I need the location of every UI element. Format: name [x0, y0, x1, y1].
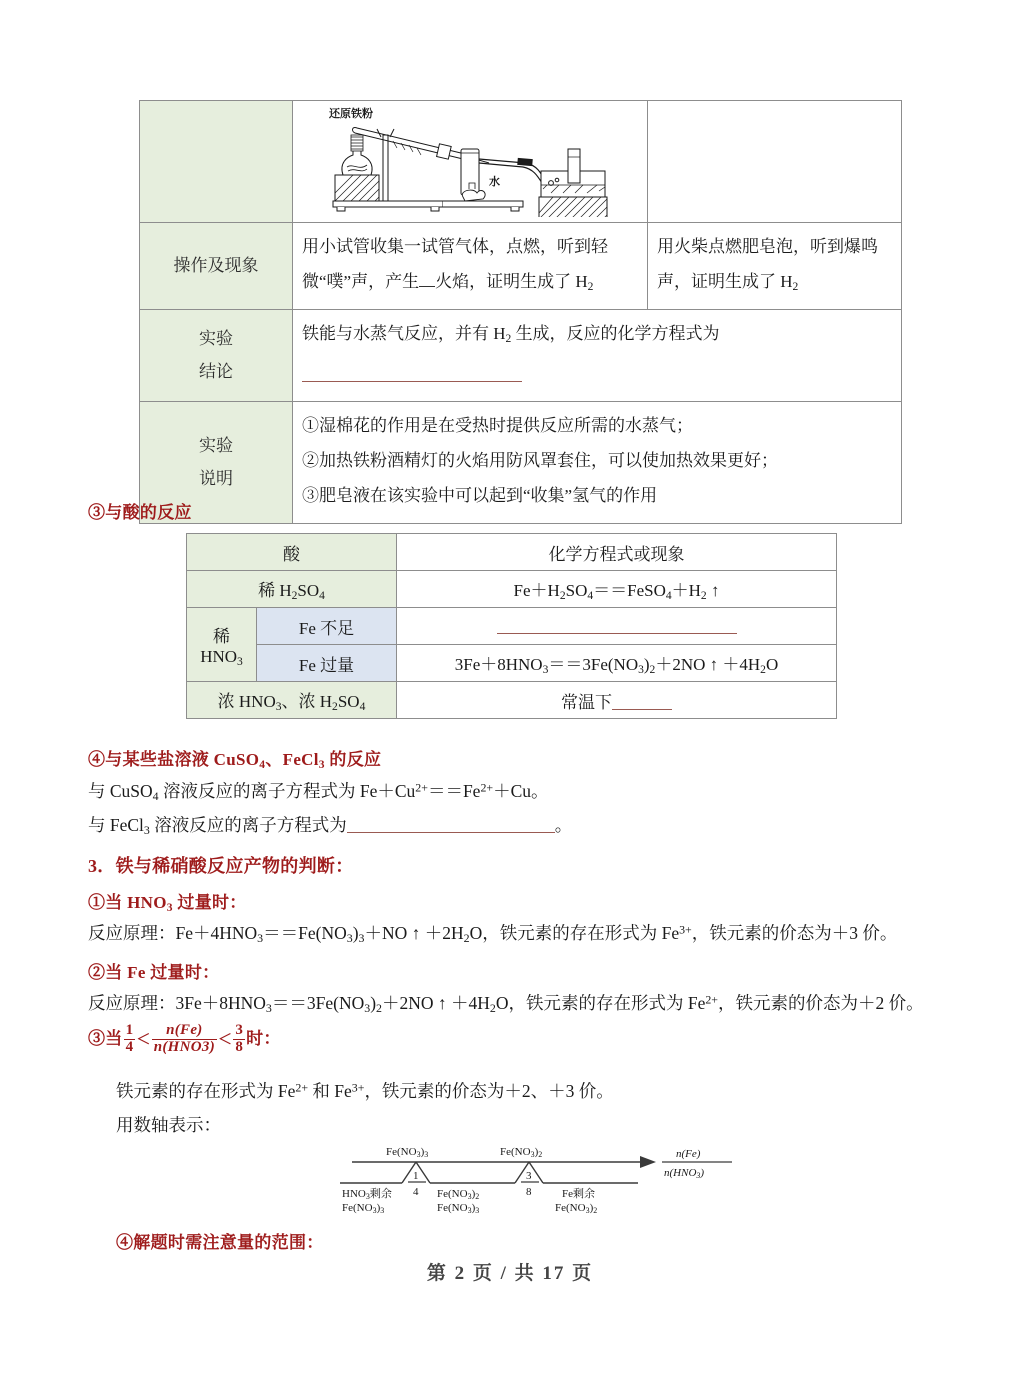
- table-row-operation: [140, 223, 902, 310]
- acid-header-right: 化学方程式或现象: [397, 534, 837, 571]
- acid-name-concentrated: 浓 $HNO_3$、浓 $H_2SO_4$: [187, 682, 397, 719]
- acid-row-dilute-sulfuric: [187, 571, 837, 608]
- hno3-label-line1: 稀: [213, 626, 230, 646]
- acid-name-dilute-hno3: [187, 608, 257, 682]
- experiment-table: [139, 100, 902, 524]
- notes-content: [293, 402, 902, 524]
- numberline-tick1-denominator: 4: [413, 1186, 419, 1198]
- operation-col1-line2: 微“噗”声，产生 火焰，证明生成了 $H_2$: [302, 271, 594, 293]
- operation-col2: [648, 223, 902, 310]
- apparatus-empty-cell: [648, 101, 902, 223]
- table-row-notes: [140, 402, 902, 524]
- operation-col1: [293, 223, 648, 310]
- numberline-tick2-numerator: 3: [526, 1170, 532, 1182]
- condition-fe-insufficient: Fe 不足: [257, 608, 397, 645]
- operation-col2-line2: 声，证明生成了 $H_2$: [657, 271, 799, 293]
- conclusion-label-line1: 实验: [199, 329, 233, 349]
- acid-row-fe-excess: [187, 645, 837, 682]
- fill-blank-flame[interactable]: [419, 286, 435, 287]
- operation-col1-line1: 用小试管收集一试管气体，点燃，听到轻: [302, 237, 608, 256]
- acid-name-dilute-h2so4: 稀 $H_2SO_4$: [187, 571, 397, 608]
- numberline-region1-line2: Fe(NO3)3: [342, 1202, 385, 1215]
- acid-table-header-row: [187, 534, 837, 571]
- conclusion-label-line2: 结论: [199, 361, 233, 381]
- apparatus-label-cell: [140, 101, 293, 223]
- apparatus-label-iron-powder: 还原铁粉: [329, 108, 373, 120]
- conclusion-text: 铁能与水蒸气反应，并有 $H_2$ 生成，反应的化学方程式为: [302, 323, 720, 345]
- item3-forms-line: 铁元素的存在形式为 $Fe^{2+}$ 和 $Fe^{3+}$，铁元素的价态为＋2、＋3 价。: [116, 1080, 614, 1101]
- fraction-n-fe-over-n-hno3: $\frac{n(Fe)}{\text{n(HNO3)}}$: [153, 1022, 215, 1055]
- numberline-label-above-left: Fe(NO3)3: [386, 1146, 429, 1159]
- acid-phenomenon-concentrated: 常温下: [397, 682, 837, 719]
- numberline-region3-line1: Fe剩余: [562, 1188, 595, 1200]
- notes-label-line2: 说明: [199, 468, 233, 488]
- numberline-region3-line2: Fe(NO3)2: [555, 1202, 598, 1215]
- item1-principle: 反应原理：$Fe+4HNO_3==Fe(NO_3)_3+NO$ ↑ $+2H_2O$，铁元素的存在形式为 $Fe^{3+}$，铁元素的价态为＋3 价。: [88, 922, 898, 945]
- heading-salt-reaction: ④与某些盐溶液 CuSO$_4$、FeCl$_3$ 的反应: [88, 750, 382, 771]
- acid-equation-fe-excess: $3Fe+8HNO_3==3Fe(NO_3)_2+2NO$ ↑ $+4H_2O$: [397, 645, 837, 682]
- fraction-three-eighths: $\frac{3}{8}$: [235, 1022, 244, 1055]
- fraction-one-fourth: $\frac{1}{4}$: [125, 1022, 134, 1055]
- numberline-region1-line1: HNO3剩余: [342, 1188, 392, 1201]
- conclusion-answer-blank[interactable]: [302, 358, 892, 393]
- item3-numberline-intro: 用数轴表示：: [116, 1115, 221, 1135]
- fecl3-answer-blank[interactable]: [347, 814, 555, 833]
- heading-item2-fe-excess: ②当 Fe 过量时：: [88, 963, 220, 982]
- salt-line-cuso4: 与 CuSO$_4$ 溶液反应的离子方程式为 $Fe+Cu^{2+}==Fe^{2+}+Cu$。: [88, 780, 549, 803]
- heading-acid-reaction: ③与酸的反应: [88, 503, 192, 522]
- apparatus-label-water: 水: [489, 176, 500, 188]
- hno3-label-line2: $HNO_3$: [200, 646, 243, 668]
- heading-item3-ratio-range: ③当 $\frac{1}{4}$ ＜ $\frac{n(Fe)}{\text{n(HNO3)}}$ ＜ $\frac{3}{8}$ 时：: [88, 1022, 281, 1055]
- page-footer: 第 2 页 / 共 17 页: [426, 1263, 594, 1284]
- table-row-conclusion: [140, 309, 902, 402]
- salt-line-fecl3: 与 FeCl$_3$ 溶液反应的离子方程式为 。: [88, 815, 573, 837]
- note-item: ③肥皂液在该实验中可以起到“收集”氢气的作用: [302, 486, 658, 506]
- acid-row-fe-insufficient: [187, 608, 837, 645]
- condition-fe-excess: Fe 过量: [257, 645, 397, 682]
- note-item: ②加热铁粉酒精灯的火焰用防风罩套住，可以使加热效果更好；: [302, 451, 778, 471]
- acid-reaction-table: [186, 533, 837, 719]
- numberline-axis-label-numerator: n(Fe): [676, 1148, 701, 1160]
- numberline-label-above-right: Fe(NO3)2: [500, 1146, 543, 1159]
- row-label-operation: 操作及现象: [140, 223, 293, 310]
- table-row-apparatus: [140, 101, 902, 223]
- heading-section-3: 3．铁与稀硝酸反应产物的判断：: [88, 856, 354, 876]
- numberline-region2-line2: Fe(NO3)3: [437, 1202, 480, 1215]
- concentrated-answer-blank[interactable]: [612, 691, 672, 710]
- note-item: ①湿棉花的作用是在受热时提供反应所需的水蒸气；: [302, 416, 693, 436]
- notes-label-line1: 实验: [199, 436, 233, 456]
- acid-equation-fe-insufficient-blank[interactable]: [397, 608, 837, 645]
- ratio-number-line-figure: [340, 1142, 740, 1228]
- acid-header-left: 酸: [187, 534, 397, 571]
- heading-item1-hno3-excess: ①当 $HNO_3$ 过量时：: [88, 893, 247, 914]
- acid-equation-dilute-h2so4: $Fe+H_2SO_4==FeSO_4+H_2$ ↑: [397, 571, 837, 608]
- numberline-region2-line1: Fe(NO3)2: [437, 1188, 480, 1201]
- conclusion-content: [293, 309, 902, 402]
- numberline-tick2-denominator: 8: [526, 1186, 532, 1198]
- apparatus-figure-cell: [293, 101, 648, 223]
- heading-item4-quantity-range: ④解题时需注意量的范围：: [116, 1233, 324, 1252]
- row-label-conclusion: [140, 309, 293, 402]
- numberline-axis-label-denominator: n(HNO3): [664, 1167, 705, 1180]
- acid-row-concentrated: [187, 682, 837, 719]
- operation-col2-line1: 用火柴点燃肥皂泡，听到爆鸣: [657, 237, 878, 256]
- iron-steam-apparatus-diagram: [293, 101, 646, 217]
- item2-principle: 反应原理：$3Fe+8HNO_3==3Fe(NO_3)_2+2NO$ ↑ $+4H_2O$，铁元素的存在形式为 $Fe^{2+}$，铁元素的价态为＋2 价。: [88, 992, 924, 1015]
- numberline-tick1-numerator: 1: [413, 1170, 419, 1182]
